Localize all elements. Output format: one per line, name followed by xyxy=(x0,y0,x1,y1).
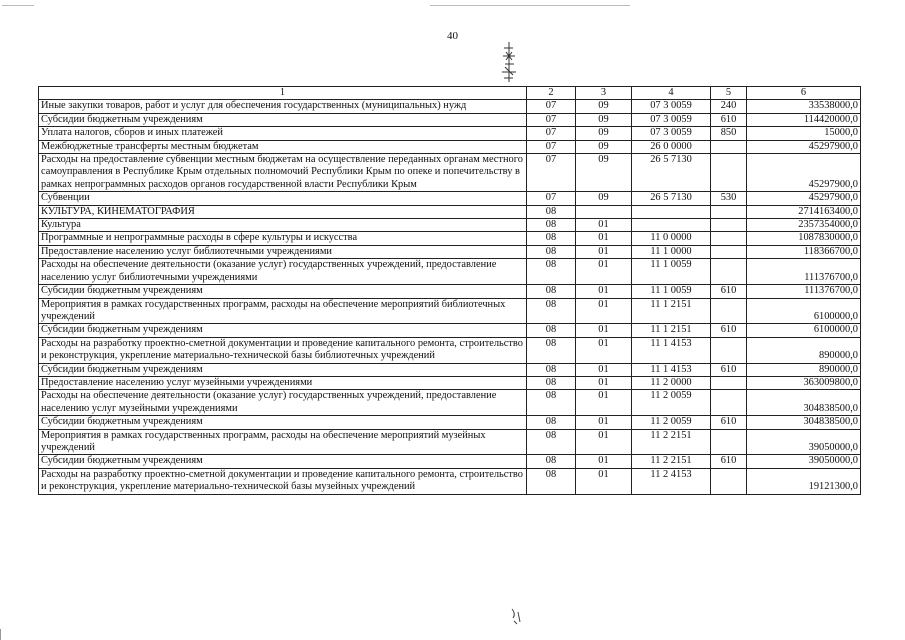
table-row xyxy=(39,192,861,205)
amount: 890000,0 xyxy=(747,363,861,376)
row-description: Предоставление населению услуг музейными учреждениями xyxy=(39,376,527,389)
subsection-code xyxy=(576,205,632,218)
target-article-code: 26 0 0000 xyxy=(632,140,711,153)
amount: 363009800,0 xyxy=(747,376,861,389)
subsection-code: 09 xyxy=(576,140,632,153)
table-row xyxy=(39,232,861,245)
subsection-code: 01 xyxy=(576,416,632,429)
section-code: 08 xyxy=(527,232,576,245)
target-article-code: 11 1 2151 xyxy=(632,324,711,337)
row-description: Расходы на предоставление субвенции местным бюджетам на осуществление переданных органам местного самоуправления в Республике Крым отдельных полномочий Республики Крым по опеке и попечительству в рамках непрограммных расходов органов государственной власти Республики Крым xyxy=(39,154,527,192)
target-article-code: 11 1 4153 xyxy=(632,337,711,363)
amount: 6100000,0 xyxy=(747,298,861,324)
table-row xyxy=(39,285,861,298)
row-description: Уплата налогов, сборов и иных платежей xyxy=(39,127,527,140)
table-row xyxy=(39,390,861,416)
row-description: Предоставление населению услуг библиотечными учреждениями xyxy=(39,245,527,258)
section-code: 08 xyxy=(527,416,576,429)
subsection-code: 09 xyxy=(576,192,632,205)
row-description: Культура xyxy=(39,219,527,232)
table-row xyxy=(39,363,861,376)
subsection-code: 01 xyxy=(576,455,632,468)
row-description: Субсидии бюджетным учреждениям xyxy=(39,455,527,468)
table-row xyxy=(39,455,861,468)
scan-artifact-mark xyxy=(508,606,524,626)
amount: 890000,0 xyxy=(747,337,861,363)
section-code: 08 xyxy=(527,245,576,258)
row-description: Расходы на разработку проектно-сметной документации и проведение капитального ремонта, строительство и реконструкция, укрепление материально-технической базы библиотечных учреждений xyxy=(39,337,527,363)
table-row xyxy=(39,219,861,232)
amount: 6100000,0 xyxy=(747,324,861,337)
target-article-code: 11 1 0059 xyxy=(632,285,711,298)
expense-type-code xyxy=(711,154,747,192)
section-code: 07 xyxy=(527,127,576,140)
table-row xyxy=(39,154,861,192)
row-description: КУЛЬТУРА, КИНЕМАТОГРАФИЯ xyxy=(39,205,527,218)
expense-type-code xyxy=(711,205,747,218)
target-article-code: 11 1 2151 xyxy=(632,298,711,324)
target-article-code: 11 2 2151 xyxy=(632,429,711,455)
section-code: 08 xyxy=(527,337,576,363)
scan-edge-line-right xyxy=(430,5,630,6)
target-article-code: 07 3 0059 xyxy=(632,113,711,126)
subsection-code: 01 xyxy=(576,324,632,337)
target-article-code: 26 5 7130 xyxy=(632,192,711,205)
expense-type-code xyxy=(711,376,747,389)
amount: 19121300,0 xyxy=(747,468,861,494)
column-header-6: 6 xyxy=(747,87,861,100)
row-description: Межбюджетные трансферты местным бюджетам xyxy=(39,140,527,153)
subsection-code: 01 xyxy=(576,259,632,285)
expense-type-code: 850 xyxy=(711,127,747,140)
table-row xyxy=(39,100,861,113)
amount: 15000,0 xyxy=(747,127,861,140)
expense-type-code xyxy=(711,140,747,153)
target-article-code: 11 0 0000 xyxy=(632,232,711,245)
section-code: 08 xyxy=(527,376,576,389)
target-article-code: 07 3 0059 xyxy=(632,127,711,140)
section-code: 07 xyxy=(527,140,576,153)
column-header-4: 4 xyxy=(632,87,711,100)
section-code: 07 xyxy=(527,113,576,126)
row-description: Мероприятия в рамках государственных программ, расходы на обеспечение мероприятий библиотечных учреждений xyxy=(39,298,527,324)
subsection-code: 09 xyxy=(576,113,632,126)
page-number: 40 xyxy=(447,30,458,42)
row-description: Расходы на разработку проектно-сметной документации и проведение капитального ремонта, строительство и реконструкция, укрепление материально-технической базы музейных учреждений xyxy=(39,468,527,494)
target-article-code: 26 5 7130 xyxy=(632,154,711,192)
row-description: Субсидии бюджетным учреждениям xyxy=(39,363,527,376)
amount: 304838500,0 xyxy=(747,416,861,429)
subsection-code: 01 xyxy=(576,285,632,298)
section-code: 08 xyxy=(527,429,576,455)
table-header-row xyxy=(39,87,861,100)
column-header-1: 1 xyxy=(39,87,527,100)
table-row xyxy=(39,205,861,218)
section-code: 08 xyxy=(527,324,576,337)
row-description: Субсидии бюджетным учреждениям xyxy=(39,324,527,337)
table-body xyxy=(39,100,861,494)
column-header-5: 5 xyxy=(711,87,747,100)
expense-type-code: 610 xyxy=(711,363,747,376)
table-row xyxy=(39,337,861,363)
table-row xyxy=(39,113,861,126)
subsection-code: 01 xyxy=(576,390,632,416)
section-code: 08 xyxy=(527,219,576,232)
expense-type-code: 610 xyxy=(711,455,747,468)
table-row xyxy=(39,376,861,389)
subsection-code: 09 xyxy=(576,127,632,140)
amount: 45297900,0 xyxy=(747,154,861,192)
seal-stamp-mark xyxy=(499,40,519,84)
section-code: 08 xyxy=(527,259,576,285)
target-article-code: 11 2 0059 xyxy=(632,416,711,429)
row-description: Субсидии бюджетным учреждениям xyxy=(39,285,527,298)
subsection-code: 01 xyxy=(576,232,632,245)
target-article-code: 07 3 0059 xyxy=(632,100,711,113)
target-article-code xyxy=(632,219,711,232)
amount: 1087830000,0 xyxy=(747,232,861,245)
amount: 39050000,0 xyxy=(747,455,861,468)
expense-type-code xyxy=(711,245,747,258)
expense-type-code: 610 xyxy=(711,113,747,126)
amount: 304838500,0 xyxy=(747,390,861,416)
scan-edge-mark xyxy=(0,629,1,640)
table-row xyxy=(39,416,861,429)
expense-type-code: 610 xyxy=(711,285,747,298)
subsection-code: 01 xyxy=(576,298,632,324)
column-header-2: 2 xyxy=(527,87,576,100)
expense-type-code xyxy=(711,219,747,232)
table-row xyxy=(39,259,861,285)
subsection-code: 01 xyxy=(576,219,632,232)
table-row xyxy=(39,324,861,337)
subsection-code: 09 xyxy=(576,154,632,192)
target-article-code: 11 1 4153 xyxy=(632,363,711,376)
row-description: Программные и непрограммные расходы в сфере культуры и искусства xyxy=(39,232,527,245)
scan-edge-line-left xyxy=(2,5,34,6)
section-code: 08 xyxy=(527,390,576,416)
expense-type-code: 610 xyxy=(711,416,747,429)
expense-type-code xyxy=(711,298,747,324)
expense-type-code: 610 xyxy=(711,324,747,337)
budget-table xyxy=(38,86,861,495)
expense-type-code xyxy=(711,429,747,455)
amount: 33538000,0 xyxy=(747,100,861,113)
table-row xyxy=(39,429,861,455)
amount: 114420000,0 xyxy=(747,113,861,126)
expense-type-code xyxy=(711,259,747,285)
row-description: Субсидии бюджетным учреждениям xyxy=(39,416,527,429)
amount: 39050000,0 xyxy=(747,429,861,455)
target-article-code: 11 2 4153 xyxy=(632,468,711,494)
row-description: Субвенции xyxy=(39,192,527,205)
expense-type-code: 240 xyxy=(711,100,747,113)
expense-type-code: 530 xyxy=(711,192,747,205)
subsection-code: 01 xyxy=(576,429,632,455)
amount: 45297900,0 xyxy=(747,192,861,205)
row-description: Расходы на обеспечение деятельности (оказание услуг) государственных учреждений, предоставление населению услуг музейными учреждениями xyxy=(39,390,527,416)
section-code: 08 xyxy=(527,468,576,494)
table-row xyxy=(39,468,861,494)
section-code: 07 xyxy=(527,100,576,113)
expense-type-code xyxy=(711,468,747,494)
row-description: Иные закупки товаров, работ и услуг для обеспечения государственных (муниципальных) нужд xyxy=(39,100,527,113)
amount: 2714163400,0 xyxy=(747,205,861,218)
row-description: Субсидии бюджетным учреждениям xyxy=(39,113,527,126)
target-article-code xyxy=(632,205,711,218)
section-code: 08 xyxy=(527,455,576,468)
section-code: 08 xyxy=(527,285,576,298)
expense-type-code xyxy=(711,390,747,416)
target-article-code: 11 1 0059 xyxy=(632,259,711,285)
subsection-code: 01 xyxy=(576,245,632,258)
table-row xyxy=(39,245,861,258)
target-article-code: 11 2 0000 xyxy=(632,376,711,389)
amount: 2357354000,0 xyxy=(747,219,861,232)
subsection-code: 01 xyxy=(576,376,632,389)
subsection-code: 01 xyxy=(576,363,632,376)
section-code: 08 xyxy=(527,363,576,376)
expense-type-code xyxy=(711,232,747,245)
expense-type-code xyxy=(711,337,747,363)
subsection-code: 01 xyxy=(576,337,632,363)
amount: 111376700,0 xyxy=(747,285,861,298)
row-description: Мероприятия в рамках государственных программ, расходы на обеспечение мероприятий музейных учреждений xyxy=(39,429,527,455)
table-row xyxy=(39,127,861,140)
amount: 111376700,0 xyxy=(747,259,861,285)
table-row xyxy=(39,140,861,153)
section-code: 07 xyxy=(527,192,576,205)
section-code: 08 xyxy=(527,298,576,324)
section-code: 08 xyxy=(527,205,576,218)
table-row xyxy=(39,298,861,324)
target-article-code: 11 1 0000 xyxy=(632,245,711,258)
amount: 118366700,0 xyxy=(747,245,861,258)
target-article-code: 11 2 2151 xyxy=(632,455,711,468)
amount: 45297900,0 xyxy=(747,140,861,153)
subsection-code: 09 xyxy=(576,100,632,113)
section-code: 07 xyxy=(527,154,576,192)
column-header-3: 3 xyxy=(576,87,632,100)
row-description: Расходы на обеспечение деятельности (оказание услуг) государственных учреждений, предоставление населению услуг библиотечными учреждениями xyxy=(39,259,527,285)
subsection-code: 01 xyxy=(576,468,632,494)
target-article-code: 11 2 0059 xyxy=(632,390,711,416)
